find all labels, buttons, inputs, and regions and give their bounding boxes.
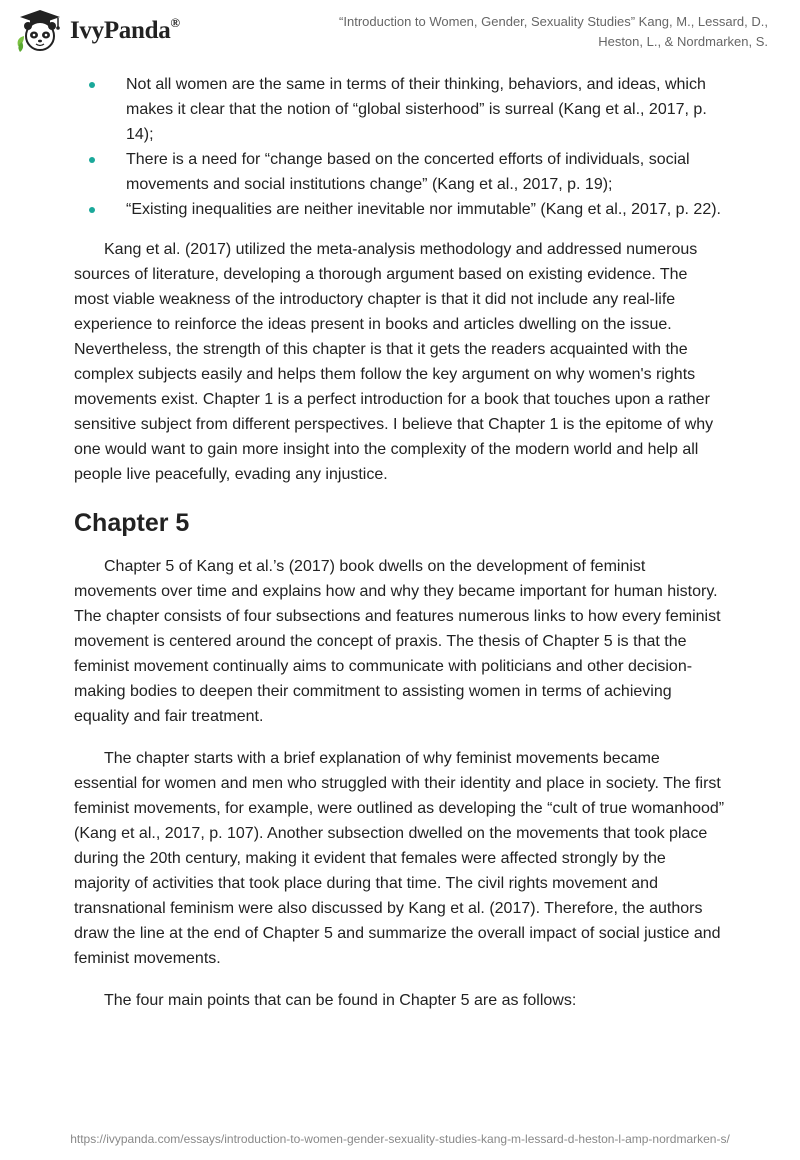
ivypanda-logo[interactable] (14, 8, 180, 54)
essay-content (74, 72, 726, 1013)
section-heading: Chapter 5 (74, 509, 190, 537)
running-head-title: “Introduction to Women, Gender, Sexuality Studies” Kang, M., Lessard, D., Heston, L., & Nordmarken, S. (339, 14, 768, 49)
page-header (0, 0, 800, 62)
paragraph: Chapter 5 of Kang et al.’s (2017) book dwells on the development of feminist movements over time and explains how and why they became important for human history. The chapter consists of four subsections and features numerous links to how every feminist movement is centered around the concept of praxis. The thesis of Chapter 5 is that the feminist movement continually aims to communicate with politicians and other decision-making bodies to deepen their commitment to assisting women in terms of achieving equality and fair treatment. (74, 558, 721, 725)
paragraph: Kang et al. (2017) utilized the meta-analysis methodology and addressed numerous sources of literature, developing a thorough argument based on existing evidence. The most viable weakness of the introductory chapter is that it did not include any real-life experience to reinforce the ideas present in books and articles dwelling on the issue. Nevertheless, the strength of this chapter is that it gets the readers acquainted with the complex subjects easily and helps them follow the key argument on why women's rights movements exist. Chapter 1 is a perfect introduction for a book that touches upon a rather sensitive subject from different perspectives. I believe that Chapter 1 is the epitome of why one would want to gain more insight into the complexity of the modern world and help all people live peacefully, evading any injustice. (74, 241, 714, 483)
registered-mark: ® (170, 15, 180, 30)
paragraph: The four main points that can be found in Chapter 5 are as follows: (104, 992, 577, 1009)
bullet-dot-icon (89, 157, 95, 163)
brand-name: IvyPanda® (70, 15, 180, 44)
bullet-list (74, 72, 726, 222)
panda-mascot-icon (14, 8, 66, 54)
bullet-dot-icon (89, 207, 95, 213)
list-item: There is a need for “change based on the concerted efforts of individuals, social movements and social institutions change” (Kang et al., 2017, p. 19); (74, 147, 726, 197)
list-item: “Existing inequalities are neither inevitable nor immutable” (Kang et al., 2017, p. 22). (74, 197, 726, 222)
source-url[interactable]: https://ivypanda.com/essays/introduction-to-women-gender-sexuality-studies-kang-m-lessard-d-heston-l-amp-nordmarken-s/ (70, 1132, 730, 1146)
list-item: Not all women are the same in terms of their thinking, behaviors, and ideas, which makes it clear that the notion of “global sisterhood” is surreal (Kang et al., 2017, p. 14); (74, 72, 726, 147)
paragraph: The chapter starts with a brief explanation of why feminist movements became essential for women and men who struggled with their identity and place in society. The first feminist movements, for example, were outlined as developing the “cult of true womanhood” (Kang et al., 2017, p. 107). Another subsection dwelled on the movements that took place during the 20th century, making it evident that females were affected strongly by the majority of activities that took place during that time. The civil rights movement and transnational feminism were also discussed by Kang et al. (2017). Therefore, the authors draw the line at the end of Chapter 5 and summarize the overall impact of social justice and feminist movements. (74, 750, 725, 967)
bullet-dot-icon (89, 82, 95, 88)
